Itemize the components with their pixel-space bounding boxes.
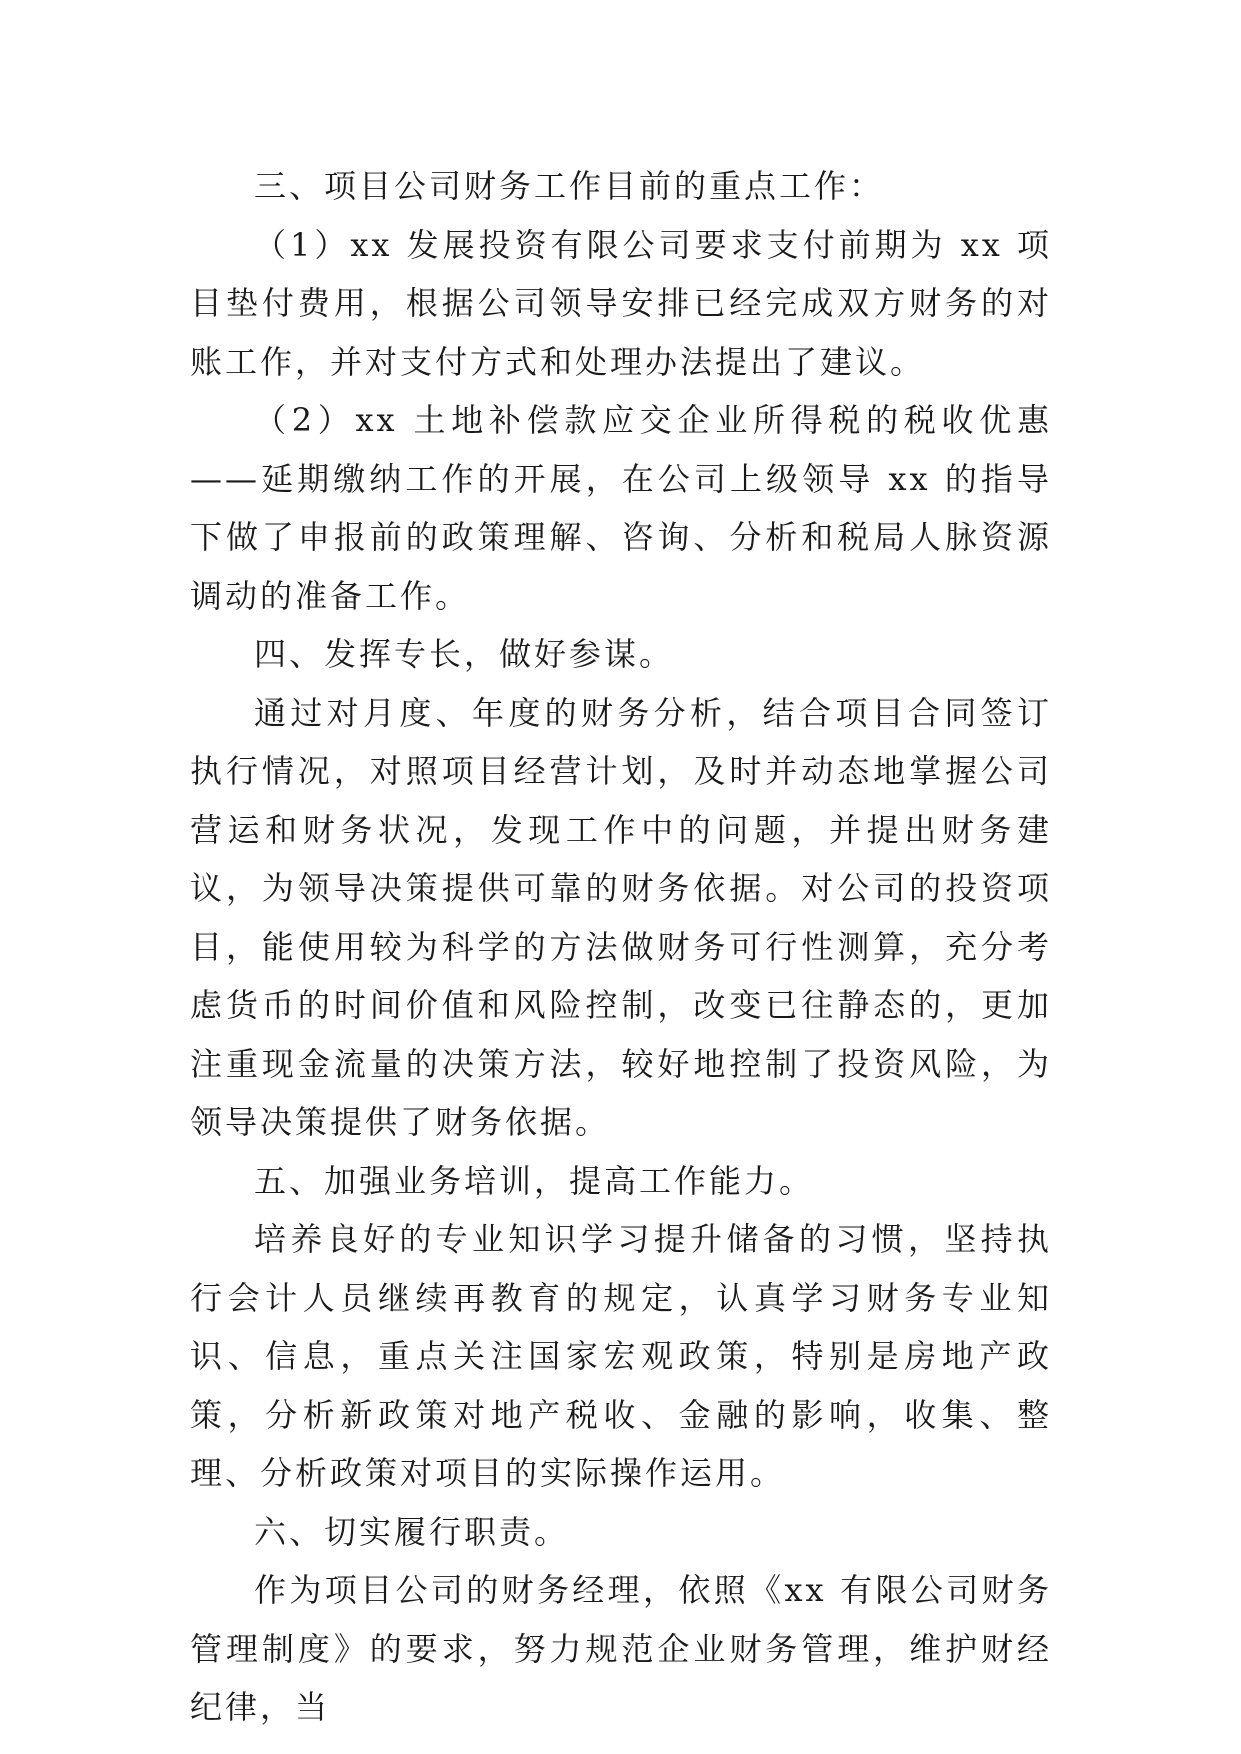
paragraph-section-5-body: 培养良好的专业知识学习提升储备的习惯，坚持执行会计人员继续再教育的规定，认真学习财务专业知识、信息，重点关注国家宏观政策，特别是房地产政策，分析新政策对地产税收、金融的影响，收集、整理、分析政策对项目的实际操作运用。 xyxy=(190,1220,1052,1492)
section-heading-4: 四、发挥专长，做好参谋。 xyxy=(254,635,675,673)
paragraph-section-4-body: 通过对月度、年度的财务分析，结合项目合同签订执行情况，对照项目经营计划，及时并动态地掌握公司营运和财务状况，发现工作中的问题，并提出财务建议，为领导决策提供可靠的财务依据。对公司的投资项目，能使用较为科学的方法做财务可行性测算，充分考虑货币的时间价值和风险控制，改变已往静态的，更加注重现金流量的决策方法，较好地控制了投资风险，为领导决策提供了财务依据。 xyxy=(190,693,1052,1141)
paragraph-item-2: （2）xx 土地补偿款应交企业所得税的税收优惠——延期缴纳工作的开展，在公司上级领导 xx 的指导下做了申报前的政策理解、咨询、分析和税局人脉资源调动的准备工作。 xyxy=(190,401,1052,615)
section-heading-5: 五、加强业务培训，提高工作能力。 xyxy=(254,1161,815,1200)
paragraph-item-1: （1）xx 发展投资有限公司要求支付前期为 xx 项目垫付费用，根据公司领导安排已经完成双方财务的对账工作，并对支付方式和处理办法提出了建议。 xyxy=(190,225,1052,381)
section-heading-3: 三、项目公司财务工作目前的重点工作： xyxy=(254,167,885,205)
paragraph-section-6-body: 作为项目公司的财务经理，依照《xx 有限公司财务管理制度》的要求，努力规范企业财务管理，维护财经纪律，当 xyxy=(190,1571,1052,1726)
document-body xyxy=(190,157,1052,1737)
section-heading-6: 六、切实履行职责。 xyxy=(254,1512,570,1551)
